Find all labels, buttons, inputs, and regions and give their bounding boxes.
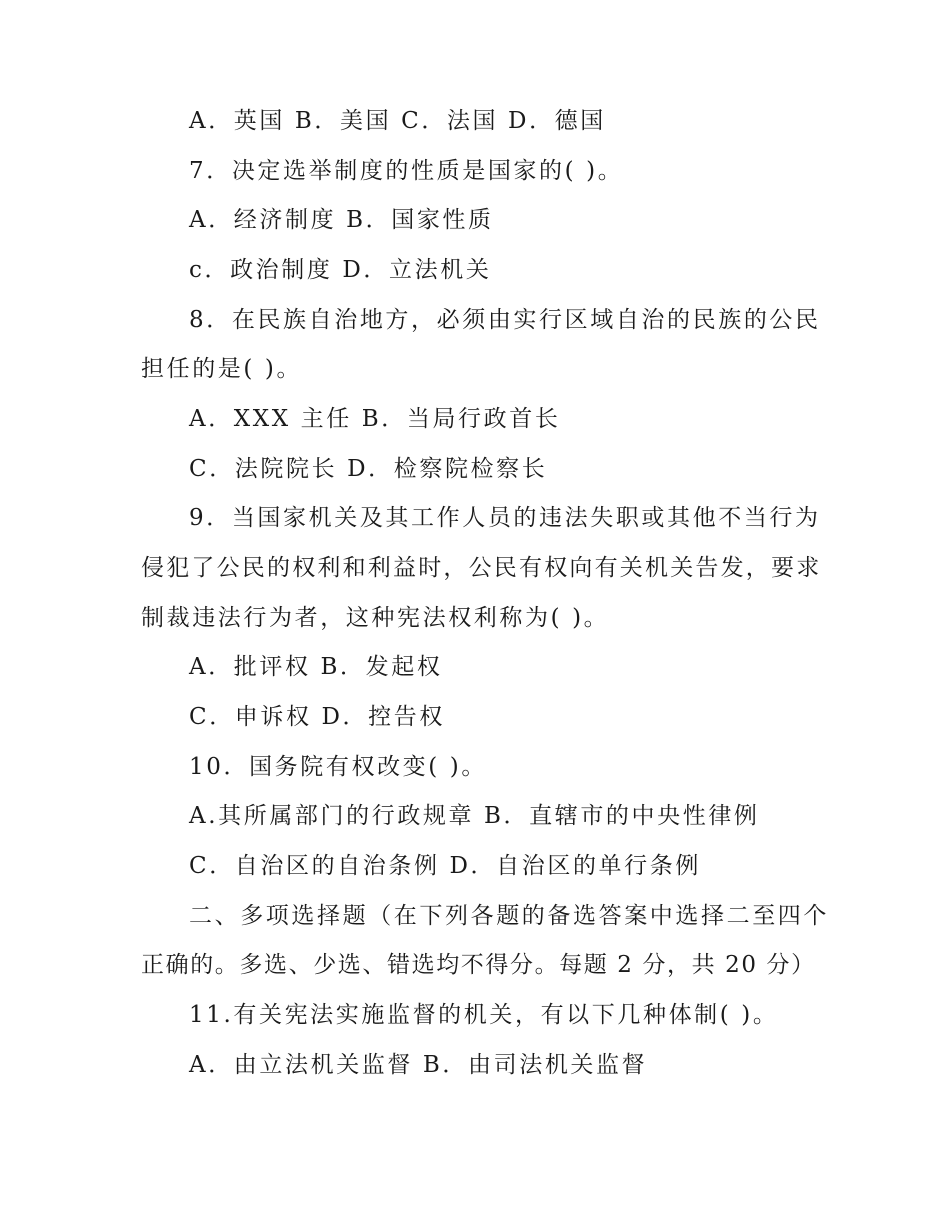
q7-question: 7．决定选举制度的性质是国家的( )。 [189, 158, 624, 184]
section2-heading-line2: 正确的。多选、少选、错选均不得分。每题 2 分，共 20 分） [141, 952, 816, 978]
q11-question: 11.有关宪法实施监督的机关，有以下几种体制( )。 [189, 1002, 779, 1028]
q10-question: 10．国务院有权改变( )。 [189, 754, 487, 780]
section2-heading-line1: 二、多项选择题（在下列各题的备选答案中选择二至四个 [189, 903, 829, 929]
q10-options-cd: C．自治区的自治条例 D．自治区的单行条例 [189, 853, 701, 879]
q9-options-ab: A．批评权 B．发起权 [189, 654, 443, 680]
q11-options-ab: A．由立法机关监督 B．由司法机关监督 [189, 1052, 648, 1078]
q7-options-ab: A．经济制度 B．国家性质 [189, 207, 494, 233]
q8-question-line2: 担任的是( )。 [141, 356, 303, 382]
q6-options: A．英国 B．美国 C．法国 D．德国 [189, 108, 606, 134]
q9-options-cd: C．申诉权 D．控告权 [189, 704, 445, 730]
q8-question-line1: 8．在民族自治地方，必须由实行区域自治的民族的公民 [189, 307, 821, 333]
q9-question-line3: 制裁违法行为者，这种宪法权利称为( )。 [141, 605, 610, 631]
q8-options-cd: C．法院院长 D．检察院检察长 [189, 456, 548, 482]
q8-options-ab: A．XXX 主任 B．当局行政首长 [189, 406, 561, 432]
q7-options-cd: c．政治制度 D．立法机关 [189, 257, 492, 283]
q10-options-ab: A.其所属部门的行政规章 B．直辖市的中央性律例 [189, 803, 760, 829]
q9-question-line1: 9．当国家机关及其工作人员的违法失职或其他不当行为 [189, 505, 821, 531]
q9-question-line2: 侵犯了公民的权利和利益时，公民有权向有关机关告发，要求 [141, 555, 822, 581]
